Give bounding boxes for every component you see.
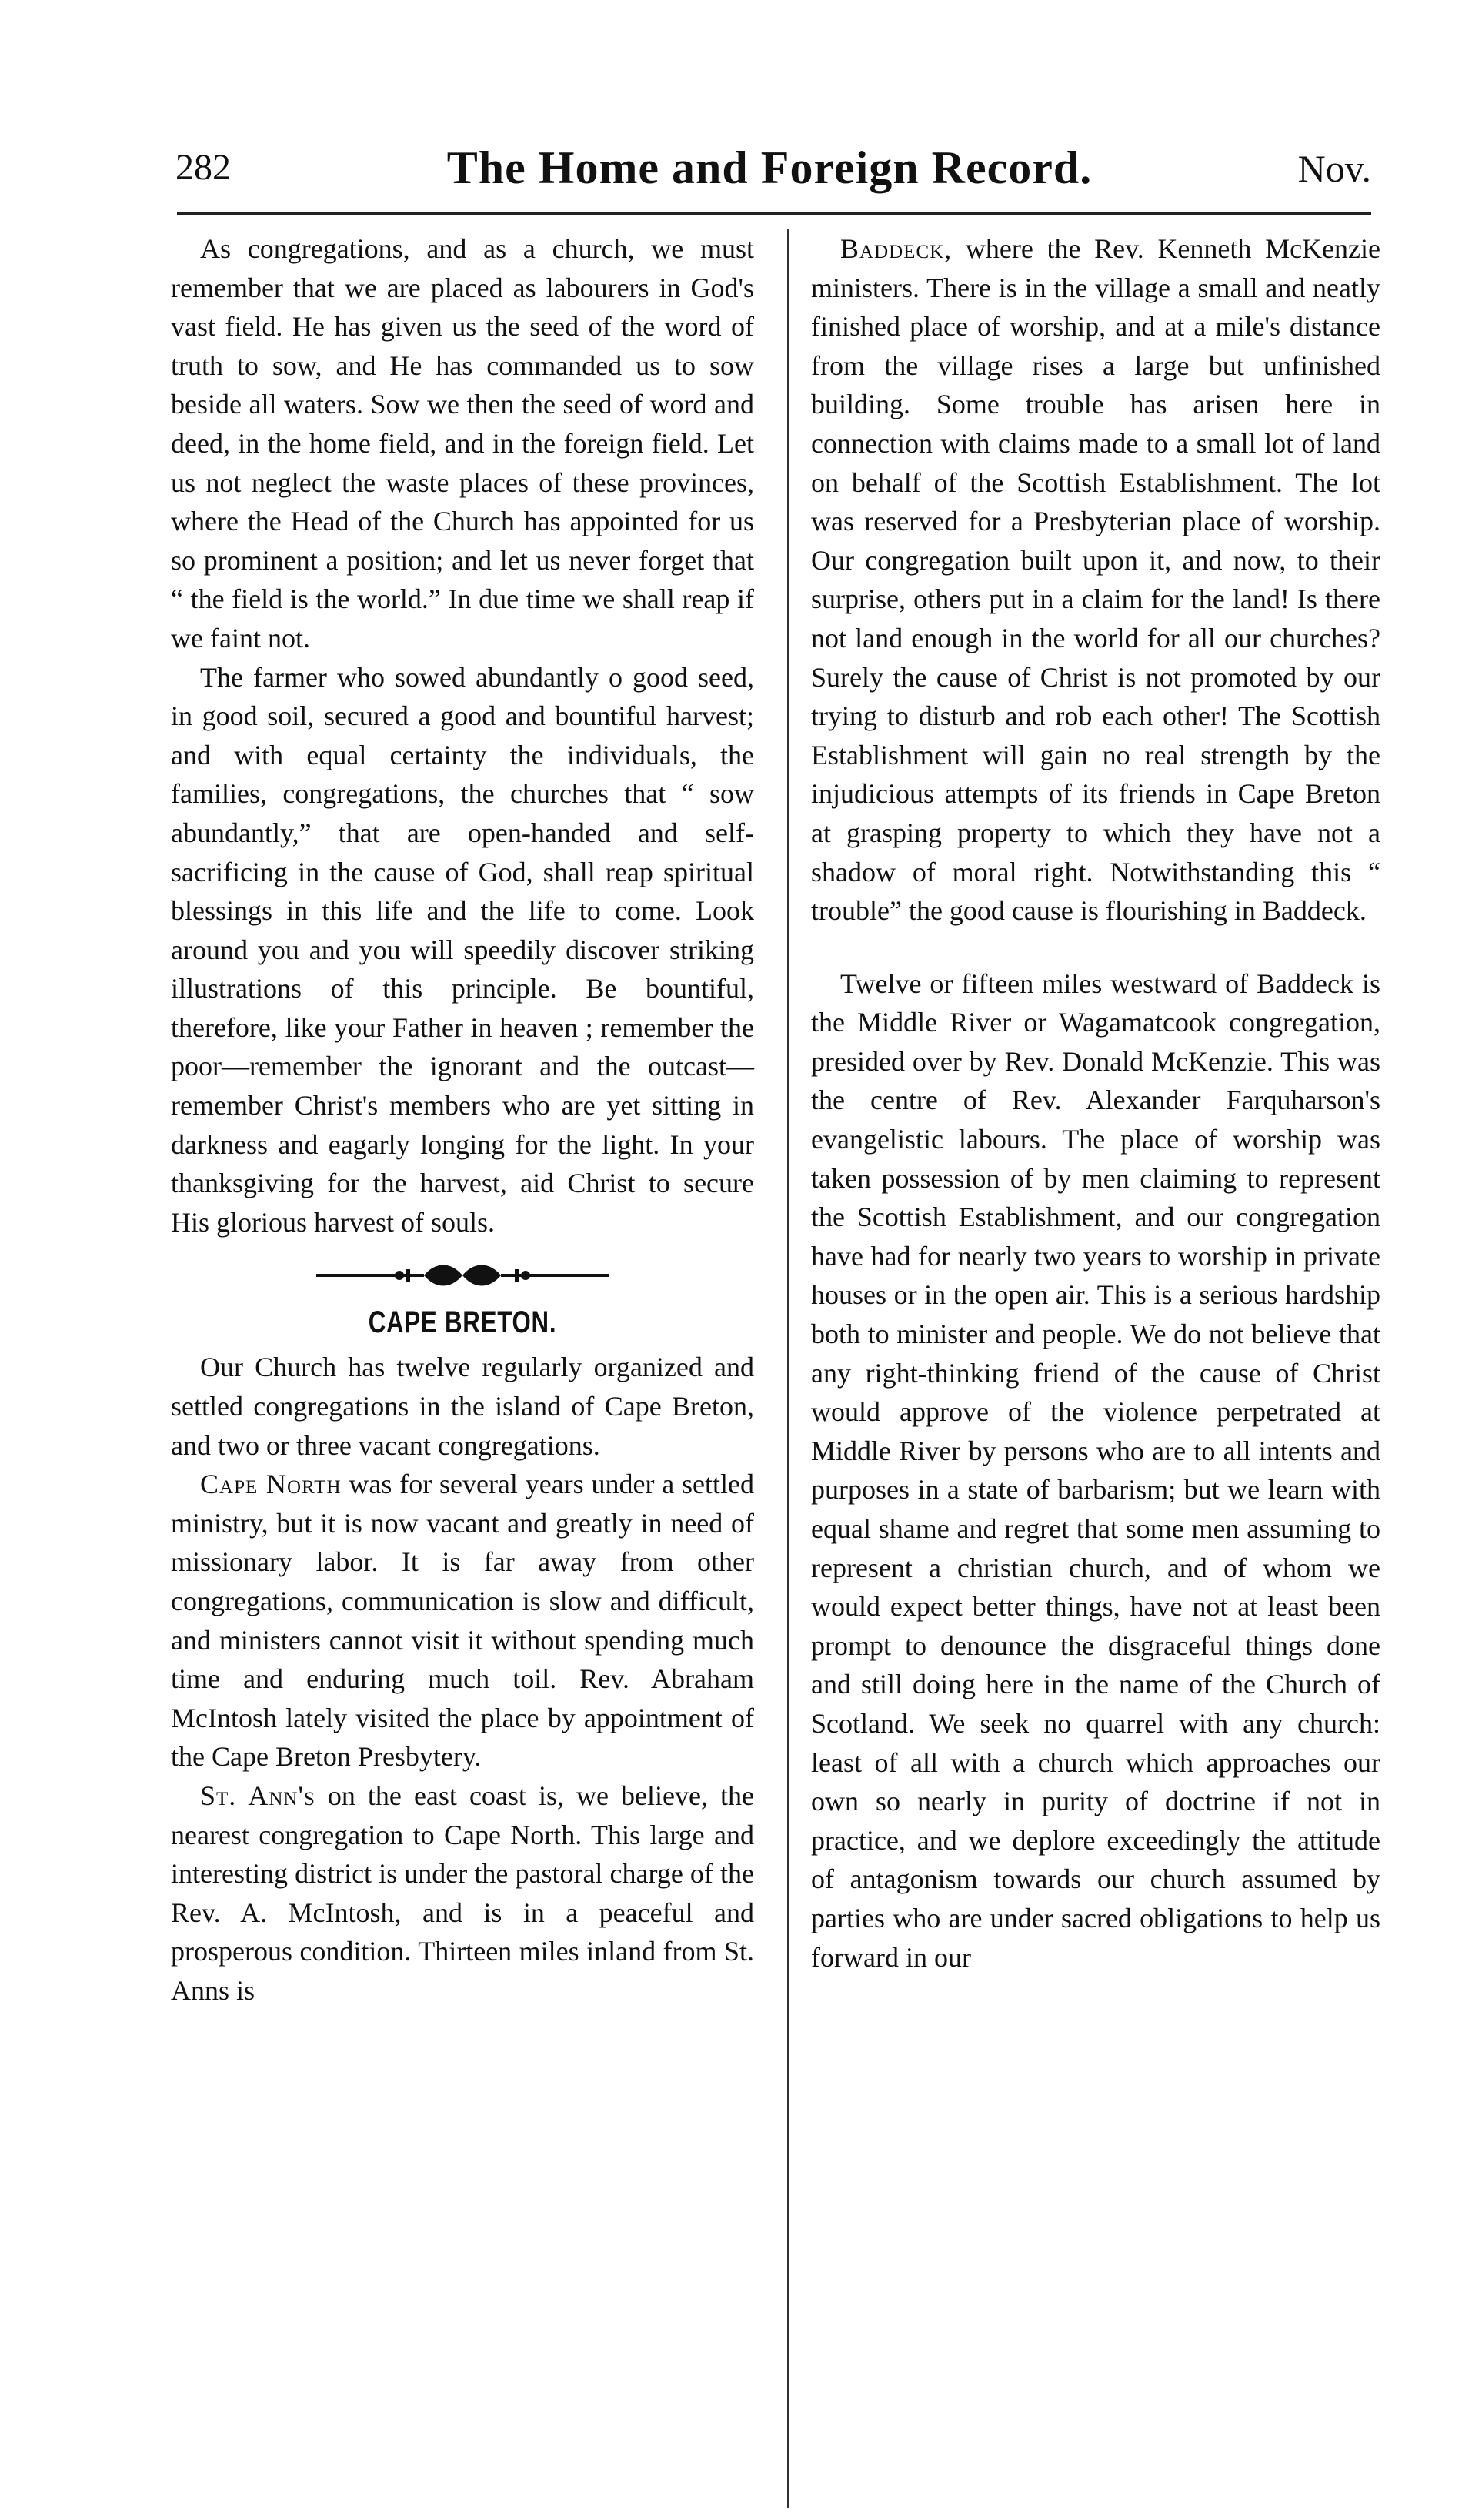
page-header (168, 142, 1371, 200)
running-title: The Home and Foreign Record. (446, 142, 1093, 193)
paragraph-baddeck (811, 229, 1380, 931)
section-heading-cape-breton: CAPE BRETON. (368, 1305, 557, 1340)
paragraph-our-church: Our Church has twelve regularly organized and settled congregations in the island of Cape Breton, and two or three vacant congregations. (171, 1352, 754, 1461)
paragraph-farmer: The farmer who sowed abundantly o good seed, in good soil, secured a good and bountiful harvest; and with equal certainty the individuals, the families, congregations, the churches that “ sow abundantly,” that are open-handed and self-sacrificing in the cause of God, shall reap spiritual blessings in this life and the life to come. Look around you and you will speedily discover striking illustrations of this principle. Be bountiful, therefore, like your Father in heaven ; remember the poor—remember the ignorant and the outcast—remember Christ's members who are yet sitting in darkness and eagarly longing for the light. In your thanksgiving for the harvest, aid Christ to secure His glorious harvest of souls. (171, 661, 754, 1238)
column-divider (787, 229, 789, 2508)
place-name-st-anns: St. Ann's (200, 1780, 315, 1811)
ornamental-divider (309, 1252, 616, 1298)
issue-month: Nov. (1297, 147, 1371, 190)
header-rule (177, 212, 1371, 215)
place-name-baddeck: Baddeck, (840, 233, 953, 264)
paragraph-cape-north (171, 1465, 754, 1776)
paragraph-st-anns-text: on the east coast is, we believe, the nearest congregation to Cape North. This large and interesting district is under the pastoral charge of the Rev. A. McIntosh, and is in a peaceful and prosperous condition. Thirteen miles inland from St. Anns is (171, 1780, 754, 2006)
page-number: 282 (175, 147, 231, 188)
paragraph-middle-river: Twelve or fifteen miles westward of Baddeck is the Middle River or Wagamatcook congregation, presided over by Rev. Donald McKenzie. This was the centre of Rev. Alexander Farquharson's evangelistic labours. The place of worship was taken possession of by men claiming to represent the Scottish Establishment, and our congregation have had for nearly two years to worship in private houses or in the open air. This is a serious hardship both to minister and people. We do not believe that any right-thinking friend of the cause of Christ would approve of the violence perpetrated at Middle River by persons who are to all intents and purposes in a state of barbarism; but we learn with equal shame and regret that some men assuming to represent a christian church, and of whom we would expect better things, have not at least been prompt to denounce the disgraceful things done and still doing here in the name of the Church of Scotland. We seek no quarrel with any church: least of all with a church which approaches our own so nearly in purity of doctrine if not in practice, and we deplore exceedingly the attitude of antagonism towards our church assumed by parties who are under sacred obligations to help us forward in our (811, 968, 1380, 1973)
place-name-cape-north: Cape North (200, 1469, 342, 1500)
paragraph-baddeck-text: where the Rev. Kenneth McKenzie ministers. There is in the village a small and neatly finished place of worship, and at a mile's distance from the village rises a large but unfinished building. Some trouble has arisen here in connection with claims made to a small lot of land on behalf of the Scottish Establishment. The lot was reserved for a Presbyterian place of worship. Our congregation built upon it, and now, to their surprise, others put in a claim for the land! Is there not land enough in the world for all our churches? Surely the cause of Christ is not promoted by our trying to disturb and rob each other! The Scottish Establishment will gain no real strength by the injudicious attempts of its friends in Cape Breton at grasping property to which they have not a shadow of moral right. Notwithstanding this “ trouble” the good cause is flourishing in Baddeck. (811, 233, 1380, 927)
paragraph-labourers: As congregations, and as a church, we must remember that we are placed as labourers in God's vast field. He has given us the seed of the word of truth to sow, and He has commanded us to sow beside all waters. Sow we then the seed of word and deed, in the home field, and in the foreign field. Let us not neglect the waste places of these provinces, where the Head of the Church has appointed for us so prominent a position; and let us never forget that “ the field is the world.” In due time we shall reap if we faint not. (171, 233, 754, 653)
right-column (811, 229, 1380, 1977)
left-column (171, 229, 754, 2010)
paragraph-cape-north-text: was for several years under a settled ministry, but it is now vacant and greatly in need of missionary labor. It is far away from other congregations, communication is slow and difficult, and ministers cannot visit it without spending much time and enduring much toil. Rev. Abraham McIntosh lately visited the place by appointment of the Cape Breton Presbytery. (171, 1469, 754, 1773)
paragraph-st-anns (171, 1776, 754, 2010)
